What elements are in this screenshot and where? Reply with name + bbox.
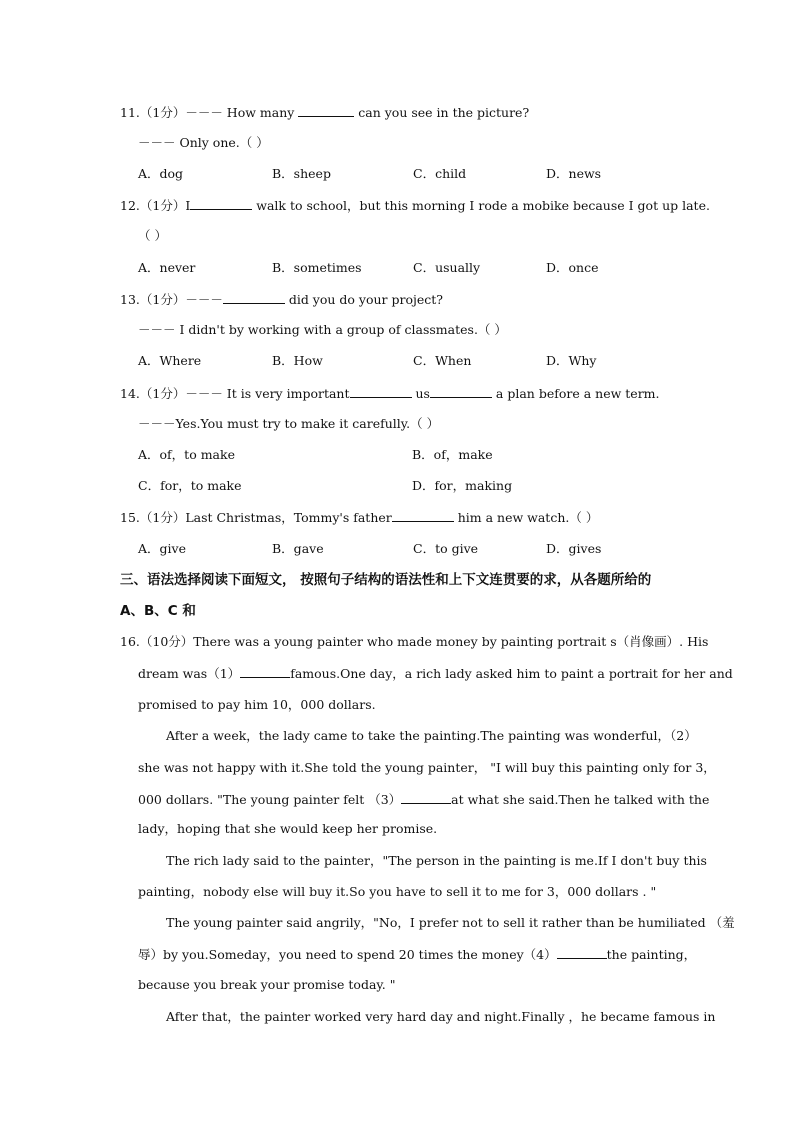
passage-text: dream was（1） <box>138 666 241 681</box>
answer-blank <box>190 197 252 210</box>
answer-blank <box>223 291 285 304</box>
question-13-text: 13.（1分）－－－ <box>120 292 223 307</box>
option-b: B．sheep <box>272 166 331 181</box>
option-b: B．How <box>272 353 323 368</box>
passage-text: famous.One day，a rich lady asked him to paint a portrait for her and <box>290 666 733 681</box>
question-14-stem <box>120 385 660 402</box>
passage-text: 000 dollars. "The young painter felt （3） <box>138 792 402 807</box>
blank-3 <box>401 791 451 804</box>
question-14-text-end: a plan before a new term. <box>491 386 660 401</box>
passage-line <box>138 946 696 963</box>
option-c: C．When <box>413 353 472 368</box>
option-a: A．dog <box>138 166 184 181</box>
passage-line: After a week，the lady came to take the painting.The painting was wonderful，（2） <box>166 728 697 743</box>
passage-line <box>138 791 709 808</box>
passage-line: because you break your promise today. " <box>138 977 396 992</box>
option-c: C．child <box>413 166 467 181</box>
option-c: C．for，to make <box>138 478 242 493</box>
passage-line: painting，nobody else will buy it.So you have to sell it to me for 3，000 dollars . " <box>138 884 657 899</box>
option-d: D．gives <box>546 541 602 556</box>
question-12-text: 12.（1分）I <box>120 198 191 213</box>
passage-line: lady，hoping that she would keep her promise. <box>138 821 438 836</box>
option-a: A．give <box>138 541 186 556</box>
passage-line: she was not happy with it.She told the young painter， "I will buy this painting only for 3， <box>138 760 716 775</box>
option-d: D．Why <box>546 353 597 368</box>
question-15-text-end: him a new watch.（ ） <box>453 510 599 525</box>
option-c: C．to give <box>413 541 479 556</box>
question-11-reply: －－－ Only one.（ ） <box>138 135 269 150</box>
question-13-reply: －－－ I didn't by working with a group of classmates.（ ） <box>138 322 507 337</box>
blank-1 <box>240 665 290 678</box>
question-15-text: 15.（1分）Last Christmas，Tommy's father <box>120 510 392 525</box>
answer-blank <box>298 104 354 117</box>
question-14-text: 14.（1分）－－－ It is very important <box>120 386 350 401</box>
question-11-text-end: can you see in the picture? <box>354 105 530 120</box>
section-heading-cont: A、B、C 和 <box>120 603 196 619</box>
answer-blank <box>392 509 454 522</box>
question-13-text-end: did you do your project? <box>284 292 443 307</box>
question-14-text-mid: us <box>411 386 430 401</box>
answer-blank <box>350 385 412 398</box>
answer-blank <box>430 385 492 398</box>
option-b: B．of，make <box>412 447 493 462</box>
option-d: D．once <box>546 260 599 275</box>
question-12-text-end: walk to school，but this morning I rode a mobike because I got up late. <box>252 198 710 213</box>
passage-line: promised to pay him 10，000 dollars. <box>138 697 376 712</box>
answer-paren: （ ） <box>138 228 167 243</box>
question-13-stem <box>120 291 443 308</box>
passage-text: at what she said.Then he talked with the <box>451 792 710 807</box>
passage-line <box>138 665 733 682</box>
option-a: A．never <box>138 260 196 275</box>
passage-text: the painting， <box>606 947 697 962</box>
option-d: D．news <box>546 166 602 181</box>
option-a: A．Where <box>138 353 202 368</box>
question-16-title: 16.（10分）There was a young painter who made money by painting portrait s（肖像画）. His <box>120 634 709 649</box>
question-11-text: 11.（1分）－－－ How many <box>120 105 299 120</box>
option-c: C．usually <box>413 260 481 275</box>
passage-line: After that，the painter worked very hard day and night.Finally ，he became famous in <box>166 1009 716 1024</box>
question-12-stem <box>120 197 710 214</box>
question-15-stem <box>120 509 598 526</box>
option-d: D．for，making <box>412 478 513 493</box>
section-heading: 三、语法选择阅读下面短文， 按照句子结构的语法性和上下文连贯要的求，从各题所给的 <box>120 572 652 588</box>
passage-line: The young painter said angrily，"No，I prefer not to sell it rather than be humiliated （羞 <box>166 915 735 930</box>
passage-line: The rich lady said to the painter，"The person in the painting is me.If I don't buy this <box>166 853 707 868</box>
question-11-stem <box>120 104 529 121</box>
blank-4 <box>557 946 607 959</box>
option-a: A．of，to make <box>138 447 235 462</box>
option-b: B．gave <box>272 541 324 556</box>
passage-text: 辱）by you.Someday，you need to spend 20 times the money（4） <box>138 947 557 962</box>
option-b: B．sometimes <box>272 260 362 275</box>
question-14-reply: －－－Yes.You must try to make it carefully.（ ） <box>138 416 440 431</box>
